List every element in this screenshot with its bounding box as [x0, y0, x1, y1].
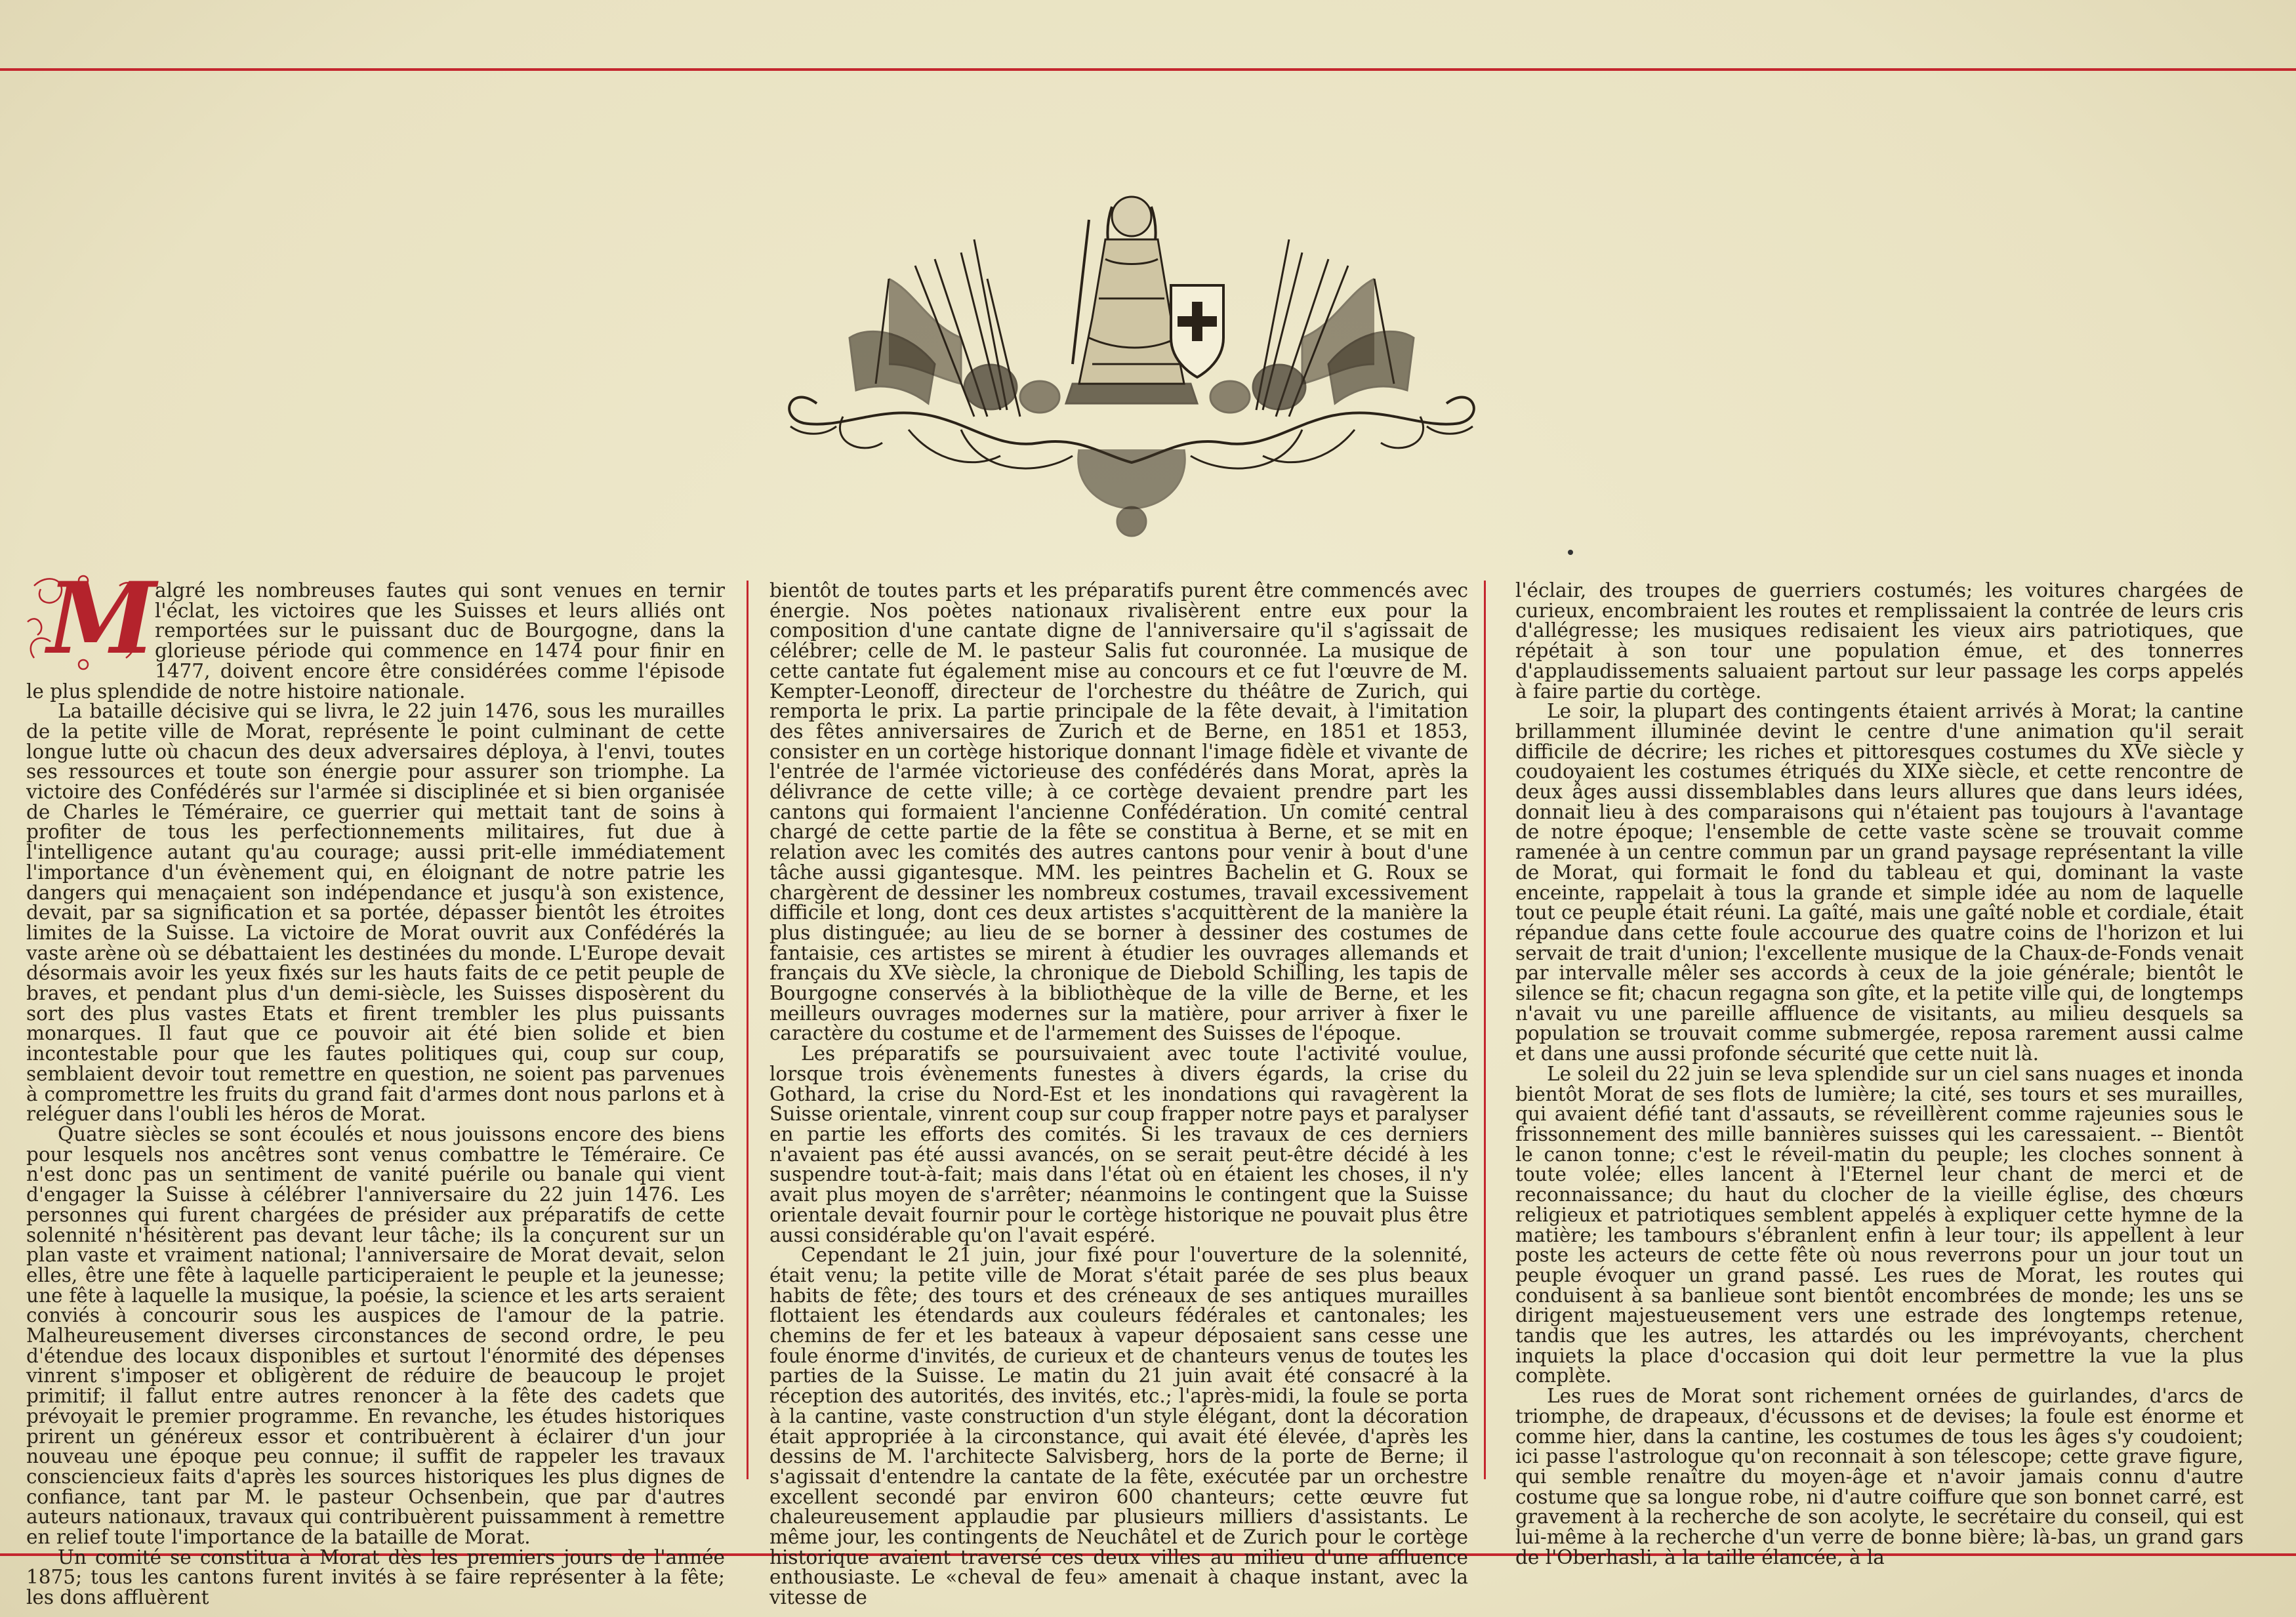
paragraph: Cependant le 21 juin, jour fixé pour l'ouverture de la solennité, était venu; la petite ville de Morat s'était parée de ses plus beaux habits de fête; des tours et des créneaux de ses antiques murailles flottaient les étendards aux couleurs fédérales et cantonales; les chemins de fer et les bateaux à vapeur déposaient sans cesse une foule énorme d'invités, de curieux et de chanteurs venus de toutes les parties de la Suisse. Le matin du 21 juin avait été consacré à la réception des autorités, des invités, etc.; l'après-midi, la foule se porta à la cantine, vaste construction d'un style élégant, dont la décoration était appropriée à la circonstance, qui avait été élevée, d'après les dessins de M. l'architecte Salvisberg, hors de la porte de Berne; il s'agissait d'entendre la cantate de la fête, exécutée par un orchestre excellent secondé par environ 600 chanteurs; cette œuvre fut chaleureusement applaudie par plusieurs milliers d'assistants. Le même jour, les contingents de Neuchâtel et de Zurich pour le cortège historique avaient traversé ces deux villes au milieu d'une affluence enthousiaste. Le «cheval de feu» amenait à chaque instant, avec la vitesse de [769, 1244, 1468, 1609]
initial-letter: M [47, 561, 157, 676]
paragraph: Le soir, la plupart des contingents étaient arrivés à Morat; la cantine brillamment illuminée devint le centre d'une animation qu'il serait difficile de décrire; les riches et pittoresques costumes du XVe siècle y coudoyaient les costumes étriqués du XIXe siècle, et cette rencontre de deux âges aussi dissemblables dans leurs allures que dans leurs idées, donnait lieu à des comparaisons qui n'étaient pas toujours à l'avantage de notre époque; l'ensemble de cette vaste scène se trouvait comme ramenée à un centre commun par un grand paysage représentant la ville de Morat, qui formait le fond du tableau et qui, dominant la vaste enceinte, rappelait à tous la grande et simple idée au nom de laquelle tout ce peuple était réuni. La gaîté, mais une gaîté noble et cordiale, était répandue dans cette foule accourue des quatre coins de l'horizon et lui servait de trait d'union; l'excellente musique de la Chaux-de-Fonds venait par intervalle mêler ses accords à ceux de la joie générale; bientôt le silence se fit; chacun regagna son gîte, et la petite ville qui, de longtemps n'avait vu une pareille affluence de visitants, au milieu desquels sa population se trouvait comme submergée, reposa rarement aussi calme et dans une aussi profonde sécurité que cette nuit là. [1515, 700, 2244, 1065]
paragraph: Quatre siècles se sont écoulés et nous jouissons encore des biens pour lesquels nos ancêtres sont venus combattre le Téméraire. Ce n'est donc pas un sentiment de vanité puérile ou banale qui vient d'engager la Suisse à célébrer l'anniversaire du 22 juin 1476. Les personnes qui furent chargées de présider aux préparatifs de cette solennité n'hésitèrent pas devant leur tâche; ils la conçurent sur un plan vaste et vraiment national; l'anniversaire de Morat devait, selon elles, être une fête à laquelle participeraient le peuple et la jeunesse; une fête à laquelle la musique, la poésie, la science et les arts seraient conviés à concourir sous les auspices de l'amour de la patrie. Malheureusement diverses circonstances de second ordre, le peu d'étendue des locaux disponibles et surtout l'énormité des dépenses vinrent s'imposer et obligèrent de réduire de beaucoup le projet primitif; il fallut entre autres renoncer à la fête des cadets que prévoyait le premier programme. En revanche, les études historiques prirent un généreux essor et contribuèrent à éclairer d'un jour nouveau une époque peu connue; il suffit de rappeler les travaux consciencieux faits d'après les sources historiques les plus dignes de confiance, tant par M. le pasteur Ochsenbein, que par d'autres auteurs nationaux, travaux qui contribuèrent puissamment à remettre en relief toute l'importance de la bataille de Morat. [26, 1122, 725, 1549]
column-1 [26, 561, 725, 1609]
paragraph: l'éclair, des troupes de guerriers costumés; les voitures chargées de curieux, encombraient les routes et remplissaient la contrée de leurs cris d'allégresse; les musiques redisaient les vieux airs patriotiques, que répétait à son tour une population émue, et des tonnerres d'applaudissements saluaient partout sur leur passage les corps appelés à faire partie du cortège. [1515, 579, 2244, 703]
column-2 [769, 579, 1468, 1609]
paragraph: bientôt de toutes parts et les préparatifs purent être commencés avec énergie. Nos poètes nationaux rivalisèrent entre eux pour la composition d'une cantate digne de l'anniversaire qu'il s'agissait de célébrer; celle de M. le pasteur Salis fut couronnée. La musique de cette cantate fut également mise au concours et ce fut l'œuvre de M. Kempter-Leonoff, directeur de l'orchestre du théâtre de Zurich, qui remporta le prix. La partie principale de la fête devait, à l'imitation des fêtes anniversaires de Zurich et de Berne, en 1851 et 1853, consister en un cortège historique donnant l'image fidèle et vivante de l'entrée de l'armée victorieuse des confédérés dans Morat, après la délivrance de cette ville; à ce cortège devaient prendre part les cantons qui formaient l'ancienne Confédération. Un comité central chargé de cette partie de la fête se constitua à Berne, et se mit en relation avec les comités des autres cantons pour venir à bout d'une tâche aussi gigantesque. MM. les peintres Bachelin et G. Roux se chargèrent de dessiner les nombreux costumes, travail excessivement difficile et long, dont ces deux artistes s'acquittèrent de la manière la plus distinguée; au lieu de se borner à dessiner des costumes de fantaisie, ces artistes se mirent à étudier les ouvrages allemands et français du XVe siècle, la chronique de Diebold Schilling, les tapis de Bourgogne conservés à la bibliothèque de la ville de Berne, et les meilleurs ouvrages modernes sur la matière, pour arriver à fixer le caractère du costume et de l'armement des Suisses de l'époque. [769, 579, 1468, 1045]
helvetia-engraving [764, 167, 1499, 541]
paragraph: La bataille décisive qui se livra, le 22 juin 1476, sous les murailles de la petite ville de Morat, représente le point culminant de cette longue lutte où chacun des deux adversaires déploya, à l'envi, toutes ses ressources et toute son énergie pour assurer son triomphe. La victoire des Confédérés sur l'armée si disciplinée et si bien organisée de Charles le Téméraire, ce guerrier qui mettait tant de soins à profiter de tous les perfectionnements militaires, fut due à l'intelligence autant qu'au courage; aussi prit-elle immédiatement l'importance d'un évènement qui, en éloignant de notre patrie les dangers qui menaçaient son indépendance et jusqu'à son existence, devait, par sa signification et sa portée, dépasser bientôt les étroites limites de la Suisse. La victoire de Morat ouvrit aux Confédérés la vaste arène où se débattaient les destinées du monde. L'Europe devait désormais avoir les yeux fixés sur les hauts faits de ce petit peuple de braves, et pendant plus d'un demi-siècle, les Suisses disposèrent du sort des plus vastes Etats et firent trembler les plus puissants monarques. Il faut que ce pouvoir ait été bien solide et bien incontestable pour que les fautes politiques qui, coup sur coup, semblaient devoir tout remettre en question, ne soient pas parvenues à compromettre les fruits du grand fait d'armes dont nous parlons et à reléguer dans l'oubli les héros de Morat. [26, 700, 725, 1126]
ink-speck [1568, 550, 1573, 555]
paragraph: Les rues de Morat sont richement ornées de guirlandes, d'arcs de triomphe, de drapeaux, d'écussons et de devises; la foule est énorme et comme hier, dans la cantine, les costumes de tous les âges s'y coudoient; ici passe l'astrologue qu'on reconnait à son télescope; cette grave figure, qui semble renaître du moyen-âge et n'avoir jamais connu d'autre costume que sa longue robe, ni d'autre coiffure que son bonnet carré, est gravement à la recherche de son acolyte, le secrétaire du conseil, qui est lui-même à la recherche d'un verre de bonne bière; là-bas, un grand gars de l'Oberhasli, à la taille élancée, à la [1515, 1385, 2244, 1568]
paragraph: Les préparatifs se poursuivaient avec toute l'activité voulue, lorsque trois évènements funestes à divers égards, la crise du Gothard, la crise du Nord-Est et les inondations qui ravagèrent la Suisse orientale, vinrent coup sur coup frapper notre pays et paralyser en partie les efforts des comités. Si les travaux de ces derniers n'avaient pas été aussi avancés, on se serait peut-être décidé à les suspendre tout-à-fait; mais dans l'état où en étaient les choses, il n'y avait plus moyen de s'arrêter; néanmoins le contingent que la Suisse orientale devait fournir pour le cortège historique ne pouvait plus être aussi considérable qu'on l'avait espéré. [769, 1042, 1468, 1246]
top-red-rule [0, 68, 2296, 71]
paragraph: Un comité se constitua à Morat dès les premiers jours de l'année 1875; tous les cantons furent invités à se faire représenter à la fête; les dons affluèrent [26, 1545, 725, 1609]
column-3 [1515, 579, 2244, 1568]
text-columns [26, 561, 2244, 1609]
paragraph: Le soleil du 22 juin se leva splendide sur un ciel sans nuages et inonda bientôt Morat de ses flots de lumière; la cité, ses tours et ses murailles, qui avaient défié tant d'assauts, se réveillèrent comme rajeunies sous le frissonnement des mille bannières suisses qui les caressaient. -- Bientôt le canon tonne; c'est le réveil-matin du peuple; les cloches sonnent à toute volée; elles lancent à l'Eternel leur chant de merci et de reconnaissance; du haut du clocher de la vieille église, des chœurs religieux et patriotiques semblent appelés à expliquer cette hymne de la matière; les tambours s'ébranlent enfin à leur tour; ils appellent à leur poste les acteurs de cette fête où nous reverrons pour un jour tout un peuple évoquer un grand passé. Les rues de Morat, les routes qui conduisent à sa banlieue sont bientôt encombrées de monde; les uns se dirigent majestueusement vers une estrade des longtemps retenue, tandis que les autres, les attardés ou les imprévoyants, cherchent inquiets la place d'occasion qui doit leur permettre la vue la plus complète. [1515, 1062, 2244, 1387]
paragraph: algré les nombreuses fautes qui sont venues en ternir l'éclat, les victoires que les Suisses et leurs alliés ont remportées sur le puissant duc de Bourgogne, dans la glorieuse période qui commence en 1474 pour finir en 1477, doivent encore être considérées comme l'épisode le plus splendide de notre histoire nationale. [26, 579, 725, 703]
decorated-initial [21, 561, 157, 676]
